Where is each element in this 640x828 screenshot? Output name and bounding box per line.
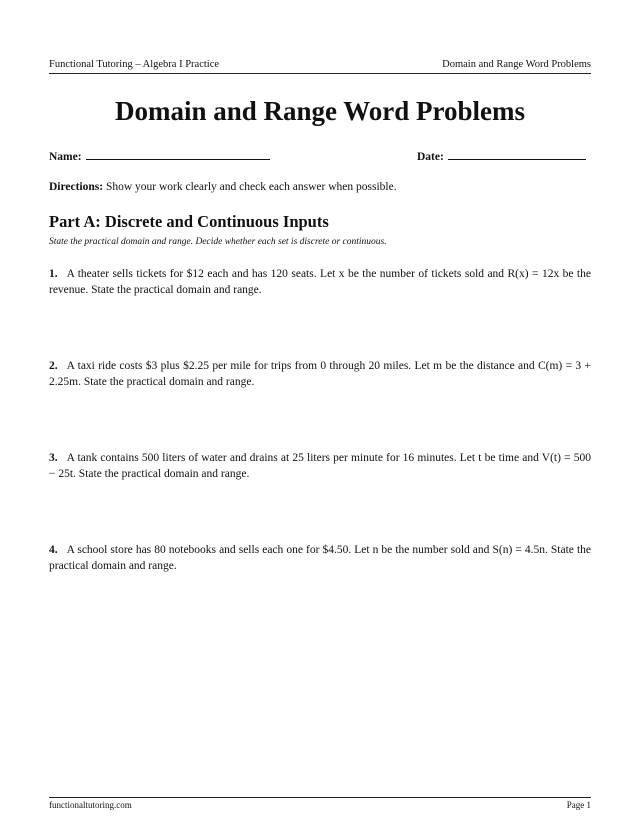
section-instructions: State the practical domain and range. Decide whether each set is discrete or continuous. <box>49 237 387 247</box>
problem-text: A school store has 80 notebooks and sells each one for $4.50. Let n be the number sold and S(n) = 4.5n. State the practical domain and range. <box>49 544 591 572</box>
name-blank[interactable] <box>86 147 270 160</box>
problem-number: 1. <box>49 268 58 280</box>
header-left: Functional Tutoring – Algebra I Practice <box>49 59 220 70</box>
problem-3 <box>49 450 591 482</box>
problem-1 <box>49 266 591 298</box>
footer-site: functionaltutoring.com <box>49 800 132 810</box>
problem-text: A tank contains 500 liters of water and drains at 25 liters per minute for 16 minutes. Let t be time and V(t) = 500 − 25t. State the practical domain and range. <box>49 452 591 480</box>
name-field <box>49 147 270 163</box>
date-label: Date: <box>417 151 444 163</box>
date-field <box>417 147 586 163</box>
problem-number: 3. <box>49 452 58 464</box>
problem-text: A taxi ride costs $3 plus $2.25 per mile for trips from 0 through 20 miles. Let m be the distance and C(m) = 3 + 2.25m. State the practical domain and range. <box>49 360 591 388</box>
problem-number: 2. <box>49 360 58 372</box>
page-number: Page 1 <box>566 800 591 810</box>
problem-2 <box>49 358 591 390</box>
problem-text: A theater sells tickets for $12 each and has 120 seats. Let x be the number of tickets sold and R(x) = 12x be the revenue. State the practical domain and range. <box>49 268 591 296</box>
name-label: Name: <box>49 151 82 163</box>
directions-text: Show your work clearly and check each answer when possible. <box>105 181 397 193</box>
page-footer <box>49 800 591 811</box>
page-title: Domain and Range Word Problems <box>114 96 526 126</box>
date-blank[interactable] <box>448 147 586 160</box>
problem-4 <box>49 542 591 574</box>
problem-number: 4. <box>49 544 58 556</box>
header-rule <box>49 73 591 74</box>
running-header <box>49 58 591 71</box>
section-heading: Part A: Discrete and Continuous Inputs <box>49 212 329 231</box>
directions <box>49 180 591 194</box>
header-right: Domain and Range Word Problems <box>442 59 591 70</box>
directions-label: Directions: <box>49 181 104 193</box>
footer-rule <box>49 797 591 798</box>
